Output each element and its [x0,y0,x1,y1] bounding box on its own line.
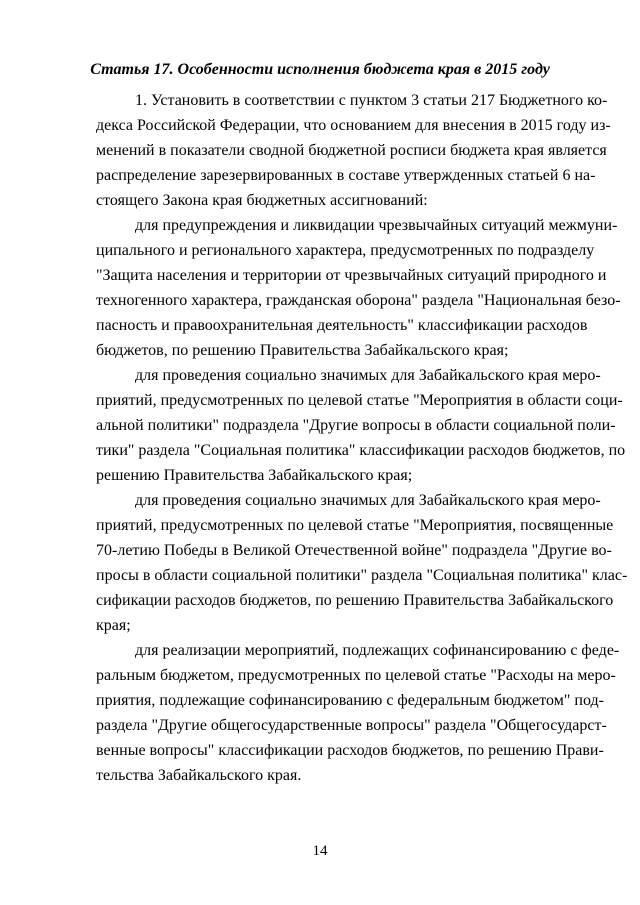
text-line: для проведения социально значимых для Забайкальского края меро- [135,367,601,384]
text-line: решению Правительства Забайкальского края; [96,467,413,484]
text-line: венные вопросы" классификации расходов бюджетов, по решению Прави- [96,742,604,759]
text-line: для реализации мероприятий, подлежащих софинансированию с феде- [135,642,620,659]
text-line: техногенного характера, гражданская оборона" раздела "Национальная безо- [96,292,621,309]
text-line: декса Российской Федерации, что основанием для внесения в 2015 году из- [96,117,611,134]
text-line: тельства Забайкальского края. [96,767,302,784]
text-line: менений в показатели сводной бюджетной росписи бюджета края является [96,142,607,159]
text-line: альной политики" подраздела "Другие вопросы в области социальной поли- [96,417,616,434]
text-line: 1. Установить в соответствии с пунктом 3 статьи 217 Бюджетного ко- [135,92,608,109]
text-line: края; [96,617,131,634]
text-line: ральным бюджетом, предусмотренных по целевой статье "Расходы на меро- [96,667,616,684]
text-line: тики" раздела "Социальная политика" классификации расходов бюджетов, по [96,442,626,459]
text-line: распределение зарезервированных в составе утвержденных статьей 6 на- [96,167,596,184]
text-line: стоящего Закона края бюджетных ассигнований: [96,192,428,209]
text-line: "Защита населения и территории от чрезвычайных ситуаций природного и [96,267,607,284]
text-line: просы в области социальной политики" раздела "Социальная политика" клас- [96,567,628,584]
page-number: 14 [312,843,328,859]
text-line: приятия, подлежащие софинансированию с федеральным бюджетом" под- [96,692,604,709]
text-line: для проведения социально значимых для Забайкальского края меро- [135,492,601,509]
text-line: ципального и регионального характера, предусмотренных по подразделу [96,242,595,259]
article-title: Статья 17. Особенности исполнения бюджета края в 2015 году [90,61,550,78]
text-line: 70-летию Победы в Великой Отечественной войне" подраздела "Другие во- [96,542,612,559]
text-line: для предупреждения и ликвидации чрезвычайных ситуаций межмуни- [135,217,618,234]
text-line: раздела "Другие общегосударственные вопросы" раздела "Общегосударст- [96,717,607,734]
text-line: приятий, предусмотренных по целевой статье "Мероприятия в области соци- [96,392,623,409]
text-line: приятий, предусмотренных по целевой статье "Мероприятия, посвященные [96,517,614,534]
text-line: пасность и правоохранительная деятельность" классификации расходов [96,317,588,334]
text-line: сификации расходов бюджетов, по решению Правительства Забайкальского [96,592,614,609]
text-line: бюджетов, по решению Правительства Забайкальского края; [96,342,509,359]
